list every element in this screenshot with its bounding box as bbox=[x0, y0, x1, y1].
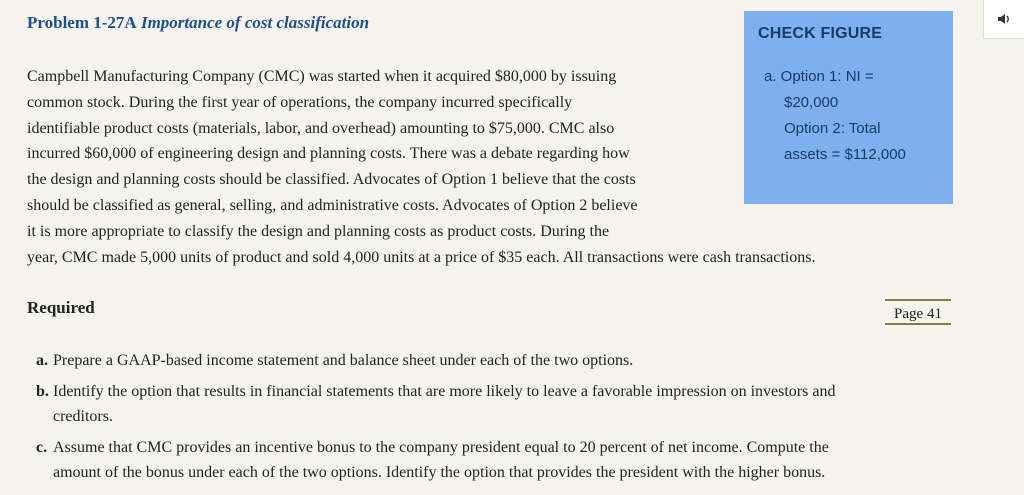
item-letter: b. bbox=[36, 382, 49, 400]
list-item bbox=[36, 435, 926, 486]
body-line: identifiable product costs (materials, labor, and overhead) amounting to $75,000. CMC also bbox=[27, 119, 615, 137]
body-line: it is more appropriate to classify the design and planning costs as product costs. During the bbox=[27, 222, 610, 240]
item-line: Prepare a GAAP-based income statement and balance sheet under each of the two options. bbox=[53, 352, 634, 369]
required-heading: Required bbox=[27, 298, 95, 317]
list-item bbox=[36, 379, 926, 430]
item-line: creditors. bbox=[53, 408, 113, 425]
item-line: amount of the bonus under each of the two options. Identify the option that provides the president with the higher bonus. bbox=[53, 464, 826, 481]
body-line: Campbell Manufacturing Company (CMC) was started when it acquired $80,000 by issuing bbox=[27, 68, 617, 85]
problem-name: Importance of cost classification bbox=[140, 13, 370, 32]
body-line: year, CMC made 5,000 units of product and sold 4,000 units at a price of $35 each. All transactions were cash transactions. bbox=[27, 248, 816, 266]
check-figure-title: CHECK FIGURE bbox=[758, 25, 883, 42]
body-line: should be classified as general, selling, and administrative costs. Advocates of Option 2 believe bbox=[27, 196, 638, 214]
list-item bbox=[36, 348, 926, 374]
page-number-marker: Page 41 bbox=[885, 299, 951, 325]
speaker-button[interactable] bbox=[983, 0, 1024, 39]
check-figure-line: Option 2: Total bbox=[784, 120, 881, 137]
problem-number: Problem 1-27A bbox=[27, 13, 137, 32]
required-list bbox=[36, 348, 926, 491]
item-line: Identify the option that results in financial statements that are more likely to leave a favorable impression on investors and bbox=[53, 382, 836, 400]
item-letter: c. bbox=[36, 438, 48, 456]
check-figure-line: $20,000 bbox=[784, 94, 839, 111]
check-figure-line: a. Option 1: NI = bbox=[764, 68, 874, 85]
problem-title bbox=[27, 13, 369, 33]
speaker-icon[interactable] bbox=[997, 12, 1011, 26]
body-line: incurred $60,000 of engineering design and planning costs. There was a debate regarding how bbox=[27, 145, 630, 163]
check-figure-box bbox=[744, 11, 953, 204]
item-letter: a. bbox=[36, 352, 48, 369]
body-line: common stock. During the first year of operations, the company incurred specifically bbox=[27, 93, 573, 111]
item-line: Assume that CMC provides an incentive bonus to the company president equal to 20 percent of net income. Compute the bbox=[53, 438, 829, 456]
check-figure-content bbox=[764, 64, 906, 168]
check-figure-line: assets = $112,000 bbox=[784, 146, 906, 163]
body-line: the design and planning costs should be classified. Advocates of Option 1 believe that the costs bbox=[27, 171, 636, 189]
